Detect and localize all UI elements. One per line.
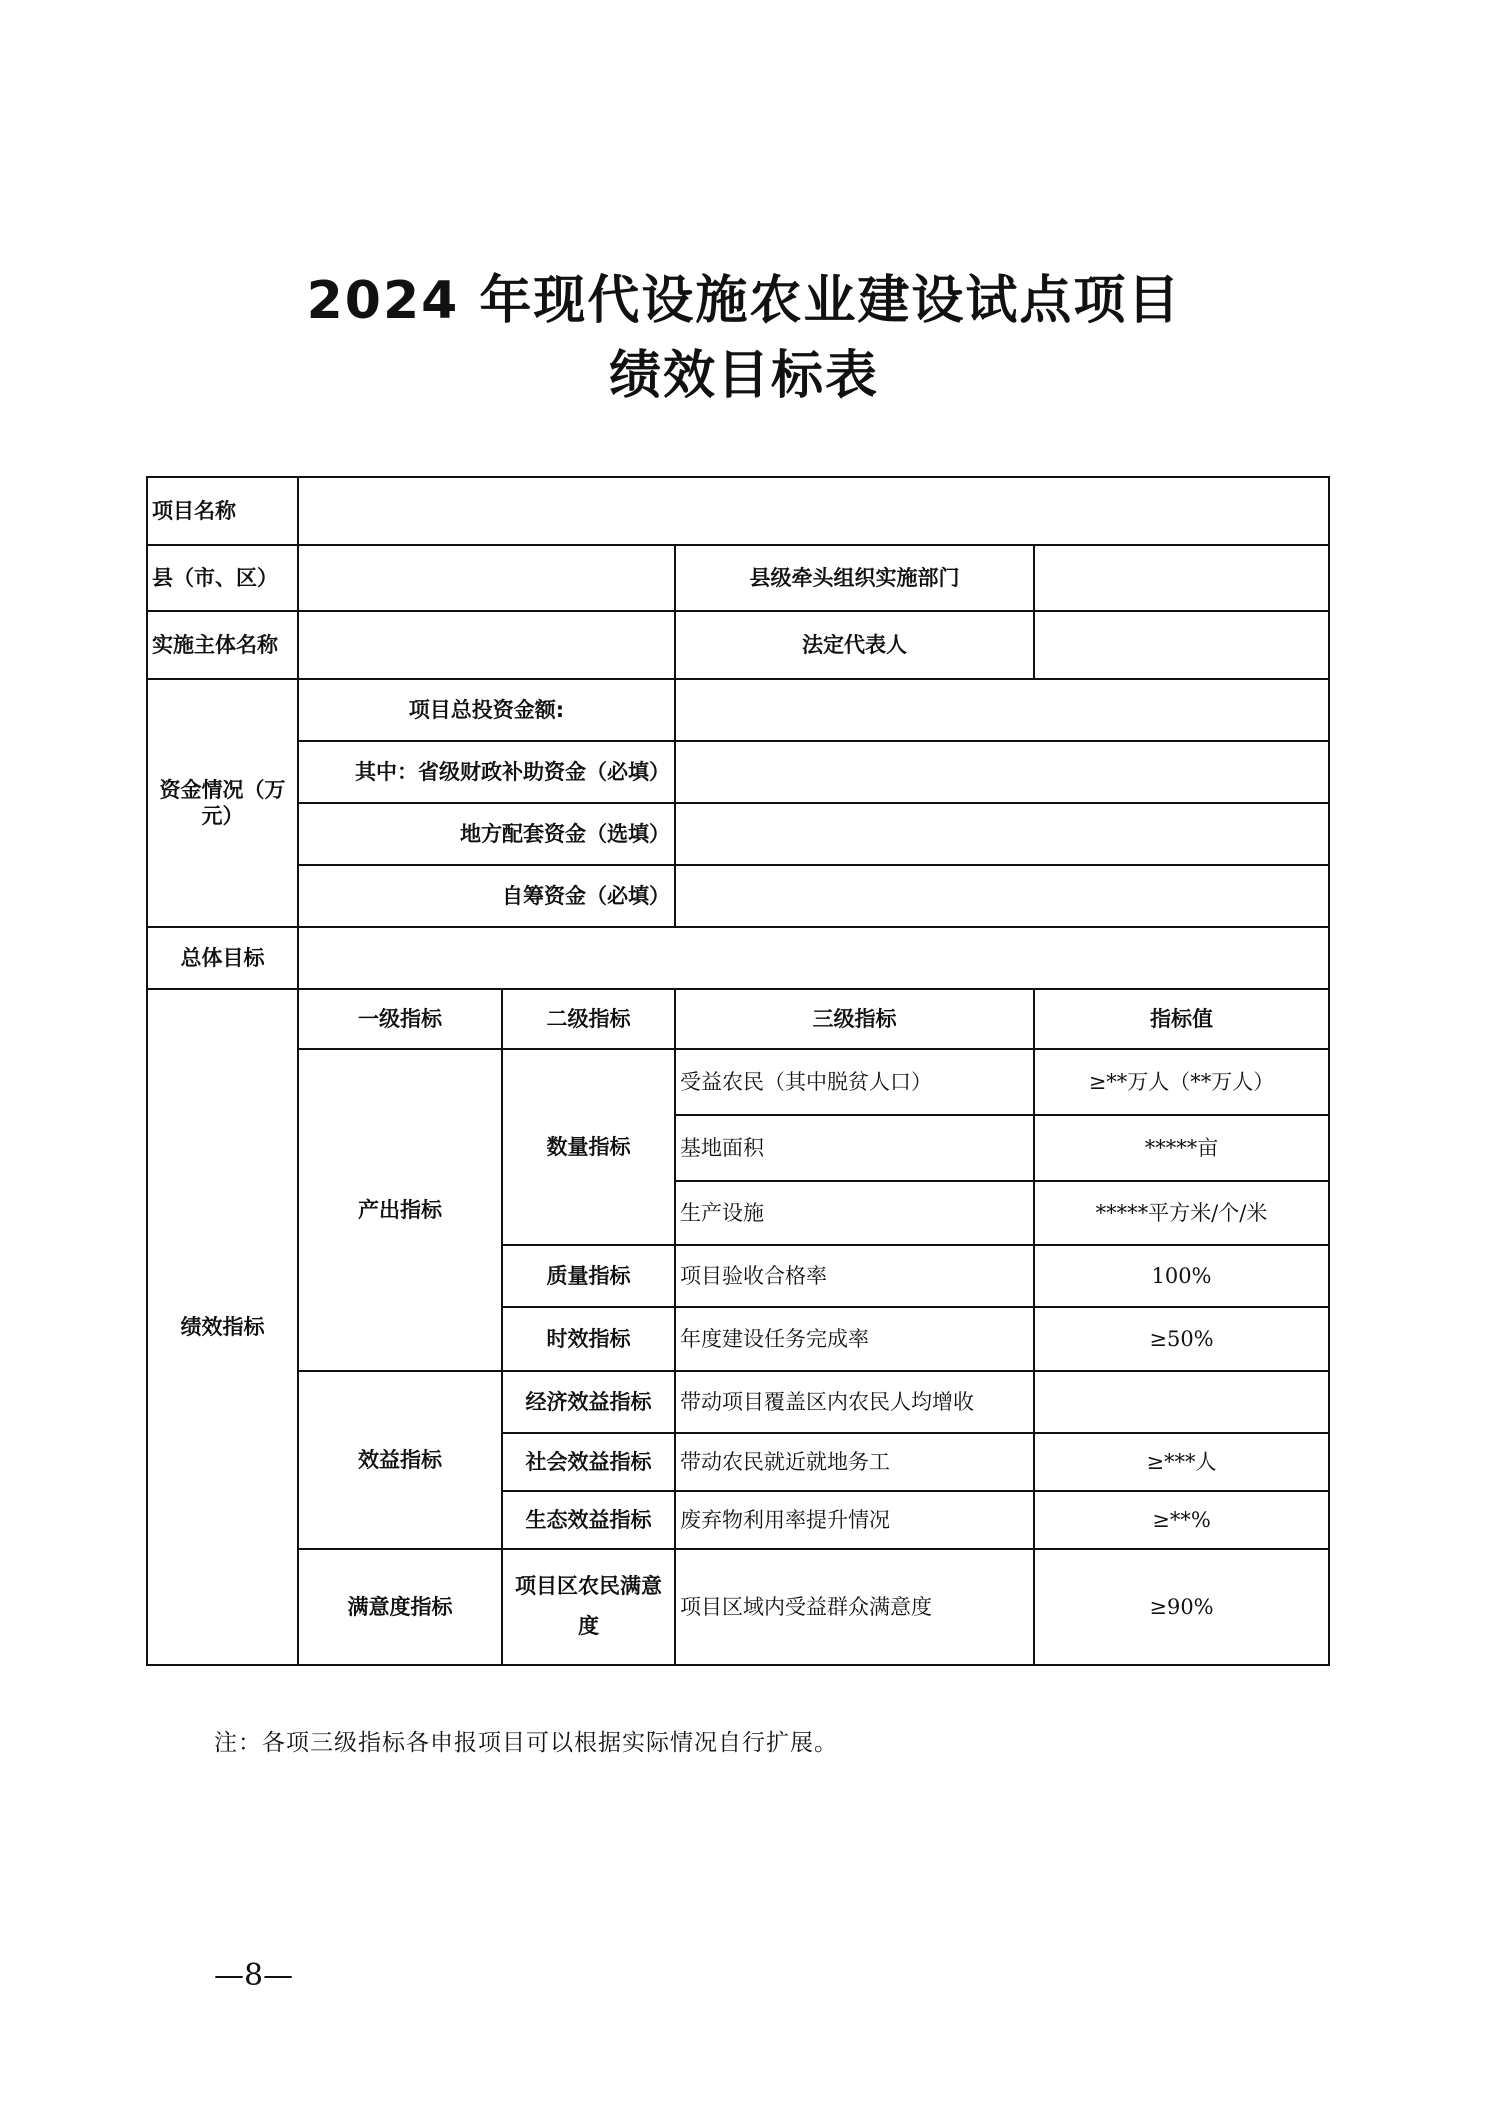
lead-dept-field[interactable] xyxy=(1034,545,1329,611)
project-name-label: 项目名称 xyxy=(147,477,298,545)
beneficiary-farmers: 受益农民（其中脱贫人口） xyxy=(675,1049,1034,1115)
public-satisfaction: 项目区域内受益群众满意度 xyxy=(675,1549,1034,1665)
provincial-subsidy-label: 其中：省级财政补助资金（必填） xyxy=(298,741,675,803)
completion-rate: 年度建设任务完成率 xyxy=(675,1307,1034,1371)
legal-rep-field[interactable] xyxy=(1034,611,1329,679)
quantity-indicator-label: 数量指标 xyxy=(502,1049,675,1245)
acceptance-rate: 项目验收合格率 xyxy=(675,1245,1034,1307)
document-title-line2: 绩效目标表 xyxy=(608,346,879,406)
ecological-benefit-label: 生态效益指标 xyxy=(502,1491,675,1549)
project-name-field[interactable] xyxy=(298,477,1329,545)
overall-goal-label: 总体目标 xyxy=(147,927,298,989)
local-matching-field[interactable] xyxy=(675,803,1329,865)
funding-label: 资金情况（万元） xyxy=(147,679,298,927)
county-field[interactable] xyxy=(298,545,675,611)
social-benefit-label: 社会效益指标 xyxy=(502,1433,675,1491)
total-investment-field[interactable] xyxy=(675,679,1329,741)
quality-indicator-label: 质量指标 xyxy=(502,1245,675,1307)
production-facility: 生产设施 xyxy=(675,1181,1034,1245)
entity-name-label: 实施主体名称 xyxy=(147,611,298,679)
production-facility-value: *****平方米/个/米 xyxy=(1034,1181,1329,1245)
base-area-value: *****亩 xyxy=(1034,1115,1329,1181)
income-increase: 带动项目覆盖区内农民人均增收 xyxy=(675,1371,1034,1433)
provincial-subsidy-field[interactable] xyxy=(675,741,1329,803)
perf-indicators-label: 绩效指标 xyxy=(147,989,298,1665)
performance-target-table xyxy=(146,476,1330,1666)
satisfaction-indicator-label: 满意度指标 xyxy=(298,1549,502,1665)
county-label: 县（市、区） xyxy=(147,545,298,611)
base-area: 基地面积 xyxy=(675,1115,1034,1181)
header-value: 指标值 xyxy=(1034,989,1329,1049)
timeliness-indicator-label: 时效指标 xyxy=(502,1307,675,1371)
waste-utilization: 废弃物利用率提升情况 xyxy=(675,1491,1034,1549)
income-increase-value xyxy=(1034,1371,1329,1433)
economic-benefit-label: 经济效益指标 xyxy=(502,1371,675,1433)
table-note: 注：各项三级指标各申报项目可以根据实际情况自行扩展。 xyxy=(214,1730,838,1756)
header-level1: 一级指标 xyxy=(298,989,502,1049)
output-indicator-label: 产出指标 xyxy=(298,1049,502,1371)
farmer-satisfaction-label: 项目区农民满意度 xyxy=(502,1549,675,1665)
legal-rep-label: 法定代表人 xyxy=(675,611,1034,679)
acceptance-rate-value: 100% xyxy=(1034,1245,1329,1307)
local-employment-value: ≥***人 xyxy=(1034,1433,1329,1491)
public-satisfaction-value: ≥90% xyxy=(1034,1549,1329,1665)
self-raised-label: 自筹资金（必填） xyxy=(298,865,675,927)
page-number: —8— xyxy=(214,1958,294,1993)
lead-dept-label: 县级牵头组织实施部门 xyxy=(675,545,1034,611)
total-investment-label: 项目总投资金额: xyxy=(298,679,675,741)
beneficiary-farmers-value: ≥**万人（**万人） xyxy=(1034,1049,1329,1115)
document-title-line1: 2024 年现代设施农业建设试点项目 xyxy=(306,271,1182,331)
entity-name-field[interactable] xyxy=(298,611,675,679)
self-raised-field[interactable] xyxy=(675,865,1329,927)
benefit-indicator-label: 效益指标 xyxy=(298,1371,502,1549)
local-matching-label: 地方配套资金（选填） xyxy=(298,803,675,865)
completion-rate-value: ≥50% xyxy=(1034,1307,1329,1371)
local-employment: 带动农民就近就地务工 xyxy=(675,1433,1034,1491)
header-level3: 三级指标 xyxy=(675,989,1034,1049)
waste-utilization-value: ≥**% xyxy=(1034,1491,1329,1549)
header-level2: 二级指标 xyxy=(502,989,675,1049)
overall-goal-field[interactable] xyxy=(298,927,1329,989)
